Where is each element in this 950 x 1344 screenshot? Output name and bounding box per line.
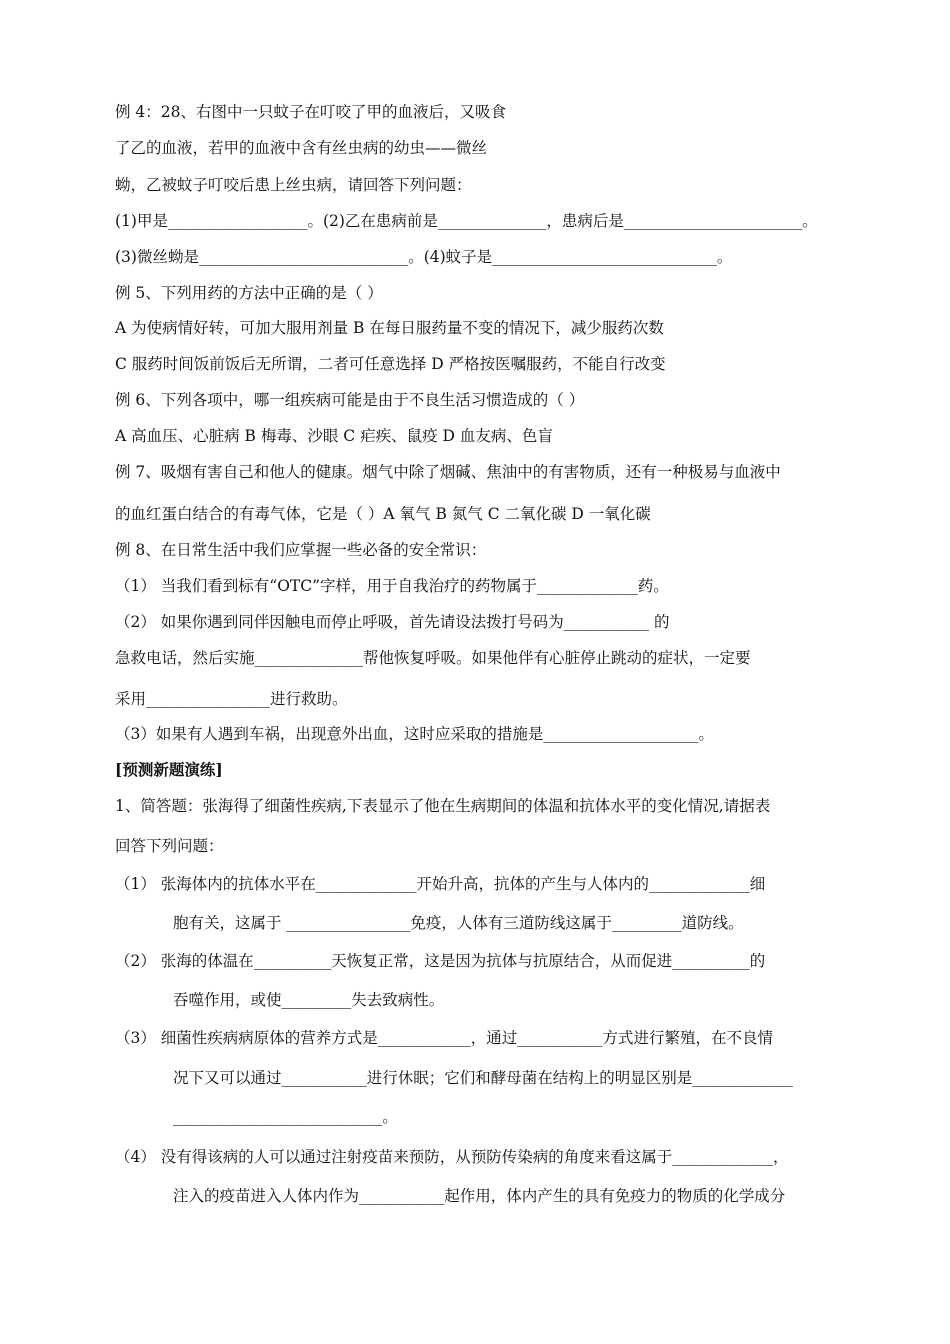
q1-part-3: （3） 细菌性疾病病原体的营养方式是____________，通过___________方式进行繁殖，在不良情 — [115, 1029, 774, 1047]
example-4-line-3: 蚴，乙被蚊子叮咬后患上丝虫病，请回答下列问题： — [115, 176, 472, 194]
example-7-line-2: 的血红蛋白结合的有毒气体，它是（ ）A 氧气 B 氮气 C 二氧化碳 D 一氧化碳 — [115, 505, 651, 523]
q1-part-2: （2） 张海的体温在__________天恢复正常，这是因为抗体与抗原结合，从而促进__________的 — [115, 952, 766, 970]
example-6-question: 例 6、下列各项中，哪一组疾病可能是由于不良生活习惯造成的（ ） — [115, 391, 585, 409]
section-heading: [预测新题演练] — [115, 760, 223, 779]
q1-intro-line-2: 回答下列问题： — [115, 837, 224, 855]
example-4-q1-q2: (1)甲是__________________。(2)乙在患病前是______________，患病后是_______________________。 — [115, 212, 818, 230]
q1-part-1-cont: 胞有关，这属于 ________________免疫，人体有三道防线这属于_________道防线。 — [173, 914, 744, 932]
example-5-options-ab: A 为使病情好转，可加大服用剂量 B 在每日服药量不变的情况下，减少服药次数 — [115, 319, 664, 337]
example-5-question: 例 5、下列用药的方法中正确的是（ ） — [115, 284, 383, 302]
example-8-item-1: （1） 当我们看到标有“OTC”字样，用于自我治疗的药物属于_____________药。 — [115, 577, 669, 595]
example-6-options: A 高血压、心脏病 B 梅毒、沙眼 C 疟疾、鼠疫 D 血友病、色盲 — [115, 427, 553, 445]
q1-part-1: （1） 张海体内的抗体水平在_____________开始升高，抗体的产生与人体内的_____________细 — [115, 875, 766, 893]
q1-part-4-cont: 注入的疫苗进入人体内作为___________起作用，体内产生的具有免疫力的物质的化学成分 — [173, 1187, 786, 1205]
q1-part-2-cont: 吞噬作用，或使_________失去致病性。 — [173, 991, 445, 1009]
example-8-item-2: （2） 如果你遇到同伴因触电而停止呼吸，首先请设法拨打号码为___________ 的 — [115, 613, 670, 631]
example-4-line-1: 例 4：28、右图中一只蚊子在叮咬了甲的血液后，又吸食 — [115, 103, 507, 121]
example-7-line-1: 例 7、吸烟有害自己和他人的健康。烟气中除了烟碱、焦油中的有害物质，还有一种极易与血液中 — [115, 463, 781, 481]
q1-part-4: （4） 没有得该病的人可以通过注射疫苗来预防，从预防传染病的角度来看这属于_____________， — [115, 1148, 789, 1166]
example-8-item-2-cont-1: 急救电话，然后实施______________帮他恢复呼吸。如果他伴有心脏停止跳动的症状，一定要 — [115, 649, 751, 667]
q1-intro-line-1: 1、简答题：张海得了细菌性疾病,下表显示了他在生病期间的体温和抗体水平的变化情况,请据表 — [115, 797, 771, 815]
example-5-options-cd: C 服药时间饭前饭后无所谓，二者可任意选择 D 严格按医嘱服药，不能自行改变 — [115, 355, 666, 373]
example-4-line-2: 了乙的血液，若甲的血液中含有丝虫病的幼虫——微丝 — [115, 139, 488, 157]
q1-part-3-cont-2: ___________________________。 — [173, 1108, 398, 1126]
example-8-item-3: （3）如果有人遇到车祸，出现意外出血，这时应采取的措施是____________________。 — [115, 725, 714, 743]
example-8-item-2-cont-2: 采用________________进行救助。 — [115, 690, 348, 708]
example-8-question: 例 8、在日常生活中我们应掌握一些必备的安全常识： — [115, 541, 487, 559]
q1-part-3-cont-1: 况下又可以通过___________进行休眠；它们和酵母菌在结构上的明显区别是_____________ — [173, 1069, 794, 1087]
example-4-q3-q4: (3)微丝蚴是___________________________。(4)蚊子是_____________________________。 — [115, 248, 733, 266]
